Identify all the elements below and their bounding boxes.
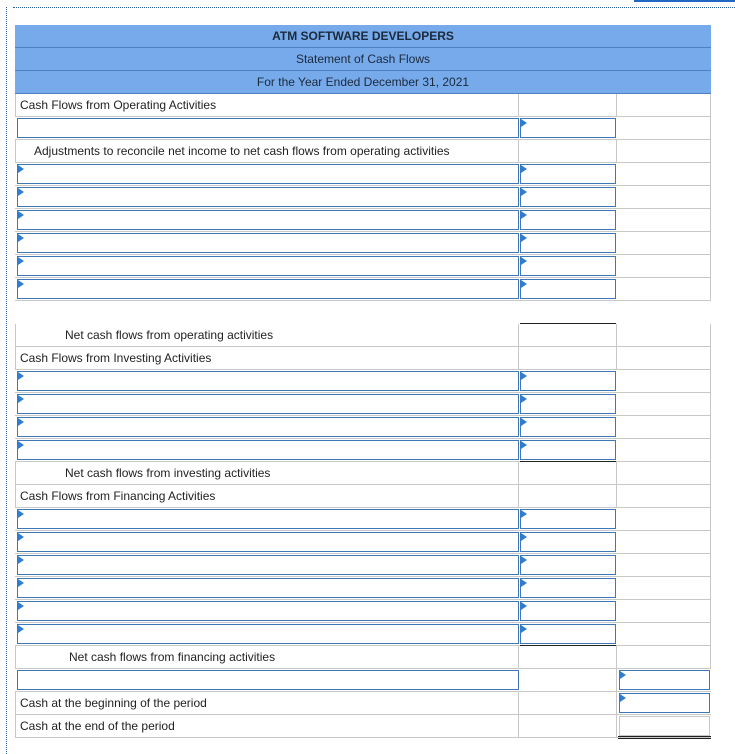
statement-title-header: [15, 48, 711, 71]
dropdown-marker-icon: [521, 418, 527, 426]
right-cell: [617, 163, 711, 185]
financing-title-row: [15, 485, 711, 508]
net-financing-row: [15, 646, 711, 669]
dropdown-marker-icon: [521, 372, 527, 380]
mid-cell: [519, 646, 617, 668]
dropdown-marker-icon: [18, 372, 24, 380]
net-operating-row: [15, 324, 711, 347]
right-cell: [617, 94, 711, 116]
label-cell: [15, 462, 519, 484]
operating-input-row: [15, 117, 711, 140]
cash-beginning-amount-input[interactable]: [619, 693, 710, 713]
dropdown-marker-icon: [521, 165, 527, 173]
adjustment-input-row: [15, 209, 711, 232]
frame-tab-indicator: [634, 0, 735, 2]
cash-end-amount-input[interactable]: [619, 716, 710, 736]
right-cell: [617, 600, 711, 622]
financing-input-row: [15, 577, 711, 600]
right-cell: [617, 439, 711, 461]
dropdown-marker-icon: [18, 556, 24, 564]
operating-label-input[interactable]: [17, 118, 519, 138]
financing-amount-input[interactable]: [520, 624, 616, 644]
right-cell: [617, 531, 711, 553]
double-underline: [618, 736, 711, 739]
financing-amount-input[interactable]: [520, 532, 616, 552]
dropdown-marker-icon: [521, 579, 527, 587]
adjustment-label-select[interactable]: [17, 256, 519, 276]
dropdown-marker-icon: [18, 280, 24, 288]
financing-amount-input[interactable]: [520, 555, 616, 575]
frame-left-border: [6, 7, 7, 754]
cash-end-label: Cash at the end of the period: [20, 719, 175, 733]
dropdown-marker-icon: [521, 395, 527, 403]
investing-label-select[interactable]: [17, 417, 519, 437]
dropdown-marker-icon: [620, 671, 626, 679]
right-cell: [617, 232, 711, 254]
dropdown-marker-icon: [18, 602, 24, 610]
adjustment-input-row: [15, 278, 711, 301]
adjustment-label-select[interactable]: [17, 233, 519, 253]
financing-amount-input[interactable]: [520, 578, 616, 598]
dropdown-marker-icon: [18, 579, 24, 587]
adjustment-amount-input[interactable]: [520, 187, 616, 207]
adjustments-row: [15, 140, 711, 163]
label-cell: [15, 485, 519, 507]
label-cell: [15, 347, 519, 369]
dropdown-marker-icon: [521, 211, 527, 219]
dropdown-marker-icon: [521, 625, 527, 633]
adjustment-label-select[interactable]: [17, 164, 519, 184]
right-cell: [617, 646, 711, 668]
statement-period-header: [15, 71, 711, 94]
mid-cell: [519, 485, 617, 507]
financing-input-row: [15, 600, 711, 623]
dropdown-marker-icon: [18, 441, 24, 449]
investing-input-row: [15, 393, 711, 416]
financing-label-select[interactable]: [17, 601, 519, 621]
adjustment-amount-input[interactable]: [520, 164, 616, 184]
dropdown-marker-icon: [521, 602, 527, 610]
adjustment-amount-input[interactable]: [520, 256, 616, 276]
adjustment-label-select[interactable]: [17, 279, 519, 299]
financing-label-select[interactable]: [17, 532, 519, 552]
right-cell: [617, 485, 711, 507]
mid-cell: [519, 692, 617, 714]
label-cell: [15, 94, 519, 116]
investing-label-select[interactable]: [17, 371, 519, 391]
net-investing-row: [15, 462, 711, 485]
adjustment-input-row: [15, 186, 711, 209]
right-cell: [617, 255, 711, 277]
investing-amount-input[interactable]: [520, 440, 616, 460]
dropdown-marker-icon: [18, 418, 24, 426]
right-cell: [617, 577, 711, 599]
frame-top-border: [13, 7, 735, 8]
dropdown-marker-icon: [521, 280, 527, 288]
adjustment-input-row: [15, 163, 711, 186]
label-cell: [15, 140, 519, 162]
adjustment-amount-input[interactable]: [520, 210, 616, 230]
cash-end-row: [15, 715, 711, 738]
right-cell: [617, 278, 711, 300]
net-financing-label: Net cash flows from financing activities: [69, 650, 276, 664]
right-cell: [617, 324, 711, 346]
financing-input-row: [15, 531, 711, 554]
right-cell: [617, 462, 711, 484]
right-cell: [617, 508, 711, 530]
right-cell: [617, 117, 711, 139]
dropdown-marker-icon: [521, 533, 527, 541]
dropdown-marker-icon: [18, 625, 24, 633]
adjustment-label-select[interactable]: [17, 210, 519, 230]
financing-label-select[interactable]: [17, 624, 519, 644]
cash-beginning-row: [15, 692, 711, 715]
adjustment-input-row: [15, 255, 711, 278]
financing-input-row: [15, 554, 711, 577]
investing-input-row: [15, 416, 711, 439]
dropdown-marker-icon: [620, 694, 626, 702]
investing-input-row: [15, 439, 711, 462]
label-cell: [15, 324, 519, 346]
mid-cell: [519, 140, 617, 162]
mid-cell: [519, 715, 617, 737]
dropdown-marker-icon: [18, 234, 24, 242]
right-cell: [617, 186, 711, 208]
investing-input-row: [15, 370, 711, 393]
label-cell: [15, 646, 519, 668]
financing-label-select[interactable]: [17, 555, 519, 575]
right-cell: [617, 554, 711, 576]
mid-cell: [519, 94, 617, 116]
company-name: ATM SOFTWARE DEVELOPERS: [272, 29, 454, 43]
dropdown-marker-icon: [18, 211, 24, 219]
mid-cell: [519, 347, 617, 369]
operating-title-row: [15, 94, 711, 117]
right-cell: [617, 416, 711, 438]
statement-period: For the Year Ended December 31, 2021: [256, 75, 470, 89]
dropdown-marker-icon: [18, 395, 24, 403]
adjustment-label-select[interactable]: [17, 187, 519, 207]
right-cell: [617, 347, 711, 369]
net-operating-label: Net cash flows from operating activities: [65, 328, 274, 342]
dropdown-marker-icon: [18, 165, 24, 173]
right-cell: [617, 393, 711, 415]
right-cell: [617, 623, 711, 645]
operating-amount-input[interactable]: [520, 118, 616, 138]
investing-label-select[interactable]: [17, 440, 519, 460]
net-investing-label: Net cash flows from investing activities: [65, 466, 271, 480]
dropdown-marker-icon: [521, 234, 527, 242]
adjustment-amount-input[interactable]: [520, 233, 616, 253]
dropdown-marker-icon: [18, 510, 24, 518]
right-cell: [617, 140, 711, 162]
mid-cell: [519, 324, 617, 346]
financing-amount-input[interactable]: [520, 601, 616, 621]
dropdown-marker-icon: [521, 188, 527, 196]
dropdown-marker-icon: [521, 257, 527, 265]
mid-cell: [519, 462, 617, 484]
net-change-label-input[interactable]: [17, 670, 519, 690]
financing-input-row: [15, 623, 711, 646]
company-name-header: [15, 25, 711, 48]
investing-amount-input[interactable]: [520, 371, 616, 391]
investing-title-row: [15, 347, 711, 370]
net-change-row: [15, 669, 711, 692]
financing-input-row: [15, 508, 711, 531]
mid-cell: [519, 669, 617, 691]
investing-amount-input[interactable]: [520, 394, 616, 414]
adjustment-input-row: [15, 232, 711, 255]
financing-amount-input[interactable]: [520, 509, 616, 529]
dropdown-marker-icon: [521, 510, 527, 518]
dropdown-marker-icon: [521, 119, 527, 127]
investing-title: Cash Flows from Investing Activities: [20, 351, 212, 365]
investing-amount-input[interactable]: [520, 417, 616, 437]
adjustments-label: Adjustments to reconcile net income to net cash flows from operating activities: [34, 144, 450, 158]
label-cell: [15, 692, 519, 714]
financing-label-select[interactable]: [17, 509, 519, 529]
net-change-amount-input[interactable]: [619, 670, 710, 690]
dropdown-marker-icon: [18, 257, 24, 265]
right-cell: [617, 370, 711, 392]
statement-title: Statement of Cash Flows: [295, 52, 431, 66]
investing-label-select[interactable]: [17, 394, 519, 414]
financing-title: Cash Flows from Financing Activities: [20, 489, 216, 503]
dropdown-marker-icon: [18, 188, 24, 196]
label-cell: [15, 715, 519, 737]
cash-beginning-label: Cash at the beginning of the period: [20, 696, 207, 710]
cash-flow-worksheet: [15, 25, 711, 740]
dropdown-marker-icon: [18, 533, 24, 541]
dropdown-marker-icon: [521, 556, 527, 564]
operating-title: Cash Flows from Operating Activities: [20, 98, 217, 112]
right-cell: [617, 209, 711, 231]
dropdown-marker-icon: [521, 441, 527, 449]
adjustment-amount-input[interactable]: [520, 279, 616, 299]
financing-label-select[interactable]: [17, 578, 519, 598]
